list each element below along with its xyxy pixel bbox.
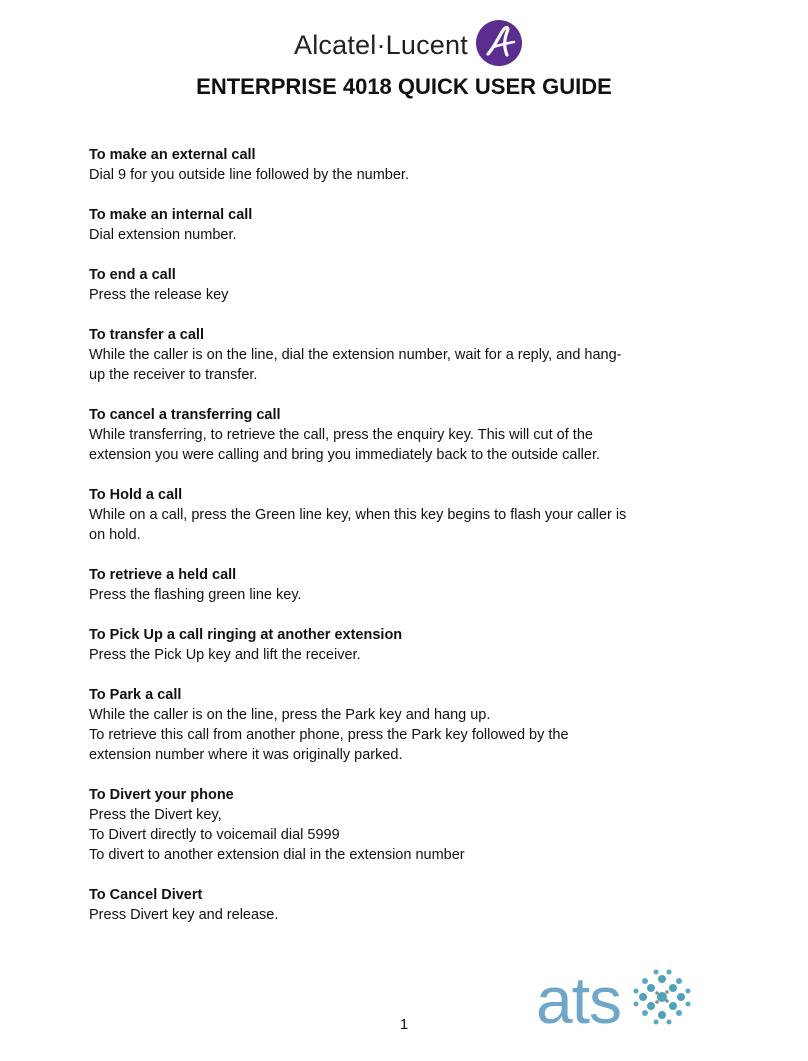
document-title: ENTERPRISE 4018 QUICK USER GUIDE [196, 74, 612, 99]
guide-section [89, 265, 649, 305]
section-text: Press Divert key and release. [89, 907, 279, 923]
section-text: extension number where it was originally parked. [89, 747, 403, 763]
section-text: Press the flashing green line key. [89, 587, 302, 603]
guide-section [89, 785, 649, 865]
section-heading: To Hold a call [89, 487, 183, 503]
section-heading: To Park a call [89, 687, 182, 703]
section-heading: To retrieve a held call [89, 567, 237, 583]
section-heading: To Cancel Divert [89, 887, 203, 903]
section-heading: To Divert your phone [89, 787, 234, 803]
section-heading: To Pick Up a call ringing at another extension [89, 627, 403, 643]
section-text: While on a call, press the Green line key, when this key begins to flash your caller is [89, 507, 627, 523]
guide-section [89, 325, 649, 385]
brand-name: Alcatel·Lucent [294, 29, 468, 60]
section-text: Press the Divert key, [89, 807, 222, 823]
guide-section [89, 685, 649, 765]
section-heading: To cancel a transferring call [89, 407, 281, 423]
section-text: To retrieve this call from another phone, press the Park key followed by the [89, 727, 569, 743]
guide-section [89, 625, 649, 665]
section-text: While the caller is on the line, press the Park key and hang up. [89, 707, 491, 723]
section-text: While the caller is on the line, dial the extension number, wait for a reply, and hang- [89, 347, 622, 363]
section-text: While transferring, to retrieve the call, press the enquiry key. This will cut of the [89, 427, 593, 443]
guide-section [89, 145, 649, 185]
guide-section [89, 565, 649, 605]
section-text: Press the release key [89, 287, 229, 303]
section-heading: To end a call [89, 267, 176, 283]
guide-section [89, 205, 649, 245]
section-heading: To make an external call [89, 147, 256, 163]
section-text: Dial extension number. [89, 227, 237, 243]
page-number: 1 [399, 1016, 409, 1033]
section-heading: To make an internal call [89, 207, 253, 223]
ats-wordmark: ats [536, 962, 622, 1037]
section-text: Dial 9 for you outside line followed by the number. [89, 167, 409, 183]
guide-section [89, 885, 649, 925]
guide-section [89, 405, 649, 465]
alcatel-lucent-logo-icon [474, 18, 524, 73]
section-text: extension you were calling and bring you immediately back to the outside caller. [89, 447, 601, 463]
section-text: To Divert directly to voicemail dial 5999 [89, 827, 340, 843]
section-text: up the receiver to transfer. [89, 367, 258, 383]
section-text: Press the Pick Up key and lift the receiver. [89, 647, 361, 663]
brand-header [294, 20, 524, 70]
guide-section [89, 485, 649, 545]
section-text: on hold. [89, 527, 141, 543]
section-heading: To transfer a call [89, 327, 204, 343]
guide-content [89, 145, 649, 945]
section-text: To divert to another extension dial in the extension number [89, 847, 465, 863]
